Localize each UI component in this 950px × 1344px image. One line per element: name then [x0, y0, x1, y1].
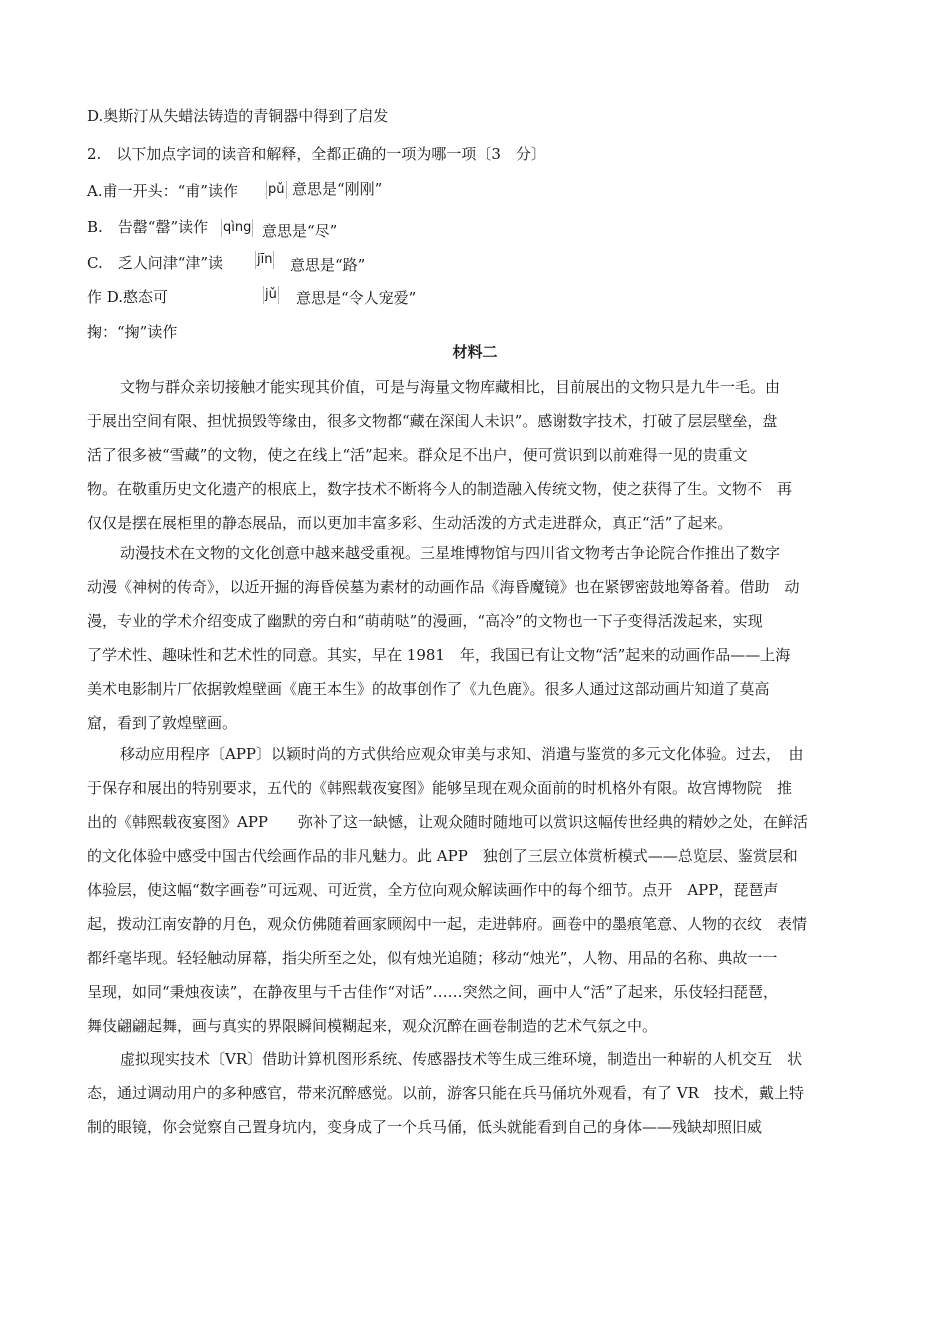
paragraph-line: 舞伎翩翩起舞，画与真实的界限瞬间模糊起来，观众沉醉在画卷制造的艺术气氛之中。 [87, 1017, 658, 1035]
option-a-meaning: 意思是“刚刚” [292, 180, 383, 198]
paragraph-line: 起，拨动江南安静的月色，观众仿佛随着画家顾闳中一起，走进韩府。画卷中的墨痕笔意、人物的衣纹 表情 [87, 915, 808, 933]
paragraph-line: 仅仅是摆在展柜里的静态展品，而以更加丰富多彩、生动活泼的方式走进群众，真正“活”了起来。 [87, 514, 733, 532]
option-a-text: A.甫一开头：“甫”读作 [87, 182, 238, 200]
paragraph-line: 活了很多被“雪藏”的文物，使之在线上“活”起来。群众足不出户，便可赏识到以前难得一见的贵重文 [87, 446, 748, 464]
paragraph-line: 美术电影制片厂依据敦煌壁画《鹿王本生》的故事创作了《九色鹿》。很多人通过这部动画片知道了莫高 [87, 680, 770, 698]
paragraph-line: 态，通过调动用户的多种感官，带来沉醉感觉。以前，游客只能在兵马俑坑外观看，有了 VR 技术，戴上特 [87, 1084, 804, 1102]
paragraph-line: 物。在敬重历史文化遗产的根底上，数字技术不断将今人的制造融入传统文物，使之获得了生。文物不 再 [87, 480, 793, 498]
option-b-text: B. 告罄“罄”读作 [87, 218, 209, 236]
paragraph-line: 的文化体验中感受中国古代绘画作品的非凡魅力。此 APP 独创了三层立体赏析模式——总览层、鉴赏层和 [87, 847, 798, 865]
option-c-meaning: 意思是“路” [290, 256, 366, 274]
paragraph-line: 了学术性、趣味性和艺术性的同意。其实，早在 1981 年，我国已有让文物“活”起来的动画作品——上海 [87, 646, 791, 664]
paragraph-line: 移动应用程序〔APP〕以颖时尚的方式供给应观众审美与求知、消遣与鉴赏的多元文化体验。过去， 由 [120, 745, 804, 763]
paragraph-line: 于保存和展出的特别要求，五代的《韩熙载夜宴图》能够呈现在观众面前的时机格外有限。故宫博物院 推 [87, 779, 793, 797]
option-d-meaning: 意思是“令人宠爱” [296, 289, 417, 307]
paragraph-line: 虚拟现实技术〔VR〕借助计算机图形系统、传感器技术等生成三维环境，制造出一种崭的人机交互 状 [120, 1050, 803, 1068]
paragraph-line: 呈现，如同“秉烛夜读”，在静夜里与千古佳作“对话”……突然之间，画中人“活”了起来，乐伎轻扫琵琶， [87, 983, 779, 1001]
paragraph-line: 动漫《神树的传奇》，以近开掘的海昏侯墓为素材的动画作品《海昏魔镜》也在紧锣密鼓地筹备着。借助 动 [87, 578, 800, 596]
paragraph-3 [87, 744, 877, 1050]
paragraph-line: 都纤毫毕现。轻轻触动屏幕，指尖所至之处，似有烛光追随；移动“烛光”，人物、用品的名称、典故一一 [87, 949, 778, 967]
paragraph-line: 出的《韩熙载夜宴图》APP 弥补了这一缺憾，让观众随时随地可以赏识这幅传世经典的精妙之处，在鲜活 [87, 813, 809, 831]
option-c-text: C. 乏人问津“津”读 [87, 254, 224, 272]
option-d-previous: D.奥斯汀从失蜡法铸造的青铜器中得到了启发 [87, 107, 389, 125]
paragraph-1 [87, 377, 877, 547]
option-b-meaning: 意思是“尽” [262, 222, 338, 240]
paragraph-line: 窟，看到了敦煌壁画。 [87, 714, 238, 732]
paragraph-line: 漫，专业的学术介绍变成了幽默的旁白和“萌萌哒”的漫画，“高冷”的文物也一下子变得活泼起来，实现 [87, 612, 763, 630]
paragraph-line: 文物与群众亲切接触才能实现其价值，可是与海量文物库藏相比，目前展出的文物只是九牛一毛。由 [120, 378, 781, 396]
option-d-tail: 掬：“掬”读作 [87, 323, 178, 341]
paragraph-line: 于展出空间有限、担忧损毁等缘由，很多文物都“藏在深闺人未识”。感谢数字技术，打破了层层壁垒，盘 [87, 412, 778, 430]
material-title: 材料二 [452, 343, 498, 361]
option-d-text: 作 D.憨态可 [87, 288, 169, 306]
paragraph-2 [87, 543, 877, 747]
question-2-stem: 2. 以下加点字词的读音和解释，全都正确的一项为哪一项〔3 分〕 [87, 145, 546, 163]
paragraph-line: 体验层，使这幅“数字画卷”可远观、可近赏，全方位向观众解读画作中的每个细节。点开 APP，琵琶声 [87, 881, 779, 899]
option-c-pinyin: jīn [257, 252, 273, 267]
paragraph-line: 制的眼镜，你会觉察自己置身坑内，变身成了一个兵马俑，低头就能看到自己的身体——残缺却照旧威 [87, 1118, 763, 1136]
option-d-pinyin: jǔ [265, 287, 277, 302]
option-a-pinyin: pǔ [268, 182, 285, 197]
paragraph-line: 动漫技术在文物的文化创意中越来越受重视。三星堆博物馆与四川省文物考古争论院合作推出了数字 [120, 544, 781, 562]
option-b-pinyin: qìng [223, 220, 252, 235]
paragraph-4 [87, 1049, 877, 1151]
